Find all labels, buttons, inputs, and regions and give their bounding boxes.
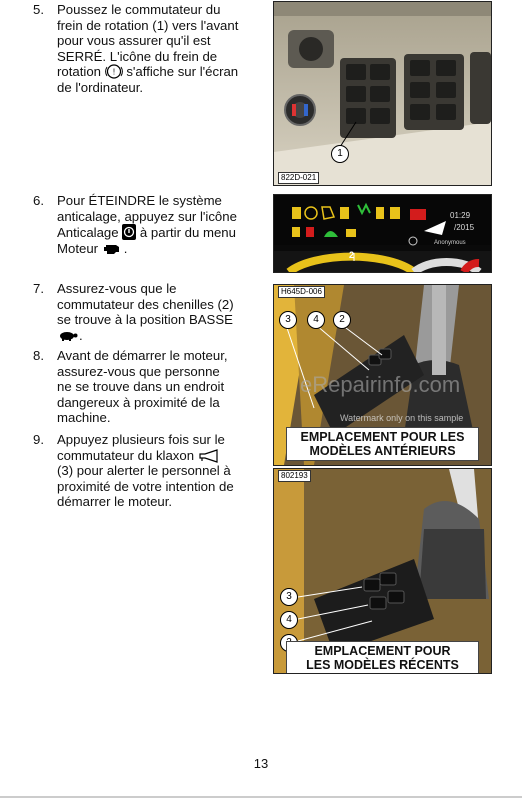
step-number: 5. xyxy=(33,2,44,17)
horn-icon xyxy=(198,449,222,463)
step-number: 6. xyxy=(33,193,44,208)
step-number: 7. xyxy=(33,281,44,296)
figure-caption: EMPLACEMENT POUR LES MODÈLES ANTÉRIEURS xyxy=(286,427,479,461)
figure-tag: 802193 xyxy=(278,470,311,482)
gauge-mark: 2 xyxy=(349,250,355,260)
step-text: Assurez-vous que le commutateur des chenilles (2) se trouve à la position BASSE . xyxy=(57,281,234,343)
callout-4: 4 xyxy=(280,611,298,629)
engine-icon xyxy=(102,241,124,256)
figure-recent-models xyxy=(273,468,492,674)
step-text: Appuyez plusieurs fois sur le commutateur du klaxon (3) pour alerter le personnel à proximité de votre intention de démarrer le moteur. xyxy=(57,432,234,510)
figure-caption: EMPLACEMENT POUR LES MODÈLES RÉCENTS xyxy=(286,641,479,674)
figure-swing-brake-panel xyxy=(273,1,492,186)
figure-tag: 822D-021 xyxy=(278,172,319,184)
callout-4: 4 xyxy=(307,311,325,329)
figure-tag: H645D-006 xyxy=(278,286,325,298)
bottom-rule xyxy=(0,796,522,798)
step-text: Pour ÉTEINDRE le système anticalage, appuyez sur l'icône Anticalage à partir du menu Moteur . xyxy=(57,193,237,256)
display-screen-photo xyxy=(274,195,491,272)
callout-3: 3 xyxy=(279,311,297,329)
callout-3: 3 xyxy=(280,588,298,606)
callout-2: 2 xyxy=(333,311,351,329)
step-text: Poussez le commutateur du frein de rotation (1) vers l'avant pour vous assurer qu'il est SERRÉ. L'icône du frein de rotation ! s'affiche sur l'écran de l'ordinateur. xyxy=(57,2,239,95)
swing-brake-icon xyxy=(105,64,123,79)
svg-text:!: ! xyxy=(112,67,115,77)
figure-display-screen xyxy=(273,194,492,273)
page-number: 13 xyxy=(253,756,269,771)
watermark-note: Watermark only on this sample xyxy=(340,413,464,423)
step-number: 9. xyxy=(33,432,44,447)
callout-1: 1 xyxy=(331,145,349,163)
display-time: 01:29 xyxy=(450,211,471,220)
anti-stall-icon xyxy=(122,224,136,240)
display-user: Anonymous xyxy=(434,240,466,246)
watermark-brand: eRepairinfo.com xyxy=(300,372,461,397)
turtle-icon xyxy=(57,330,79,341)
step-text: Avant de démarrer le moteur, assurez-vous que personne ne se trouve dans un endroit dangereux à proximité de la machine. xyxy=(57,348,228,426)
control-panel-photo xyxy=(274,2,491,185)
display-date: /2015 xyxy=(454,223,475,232)
step-number: 8. xyxy=(33,348,44,363)
